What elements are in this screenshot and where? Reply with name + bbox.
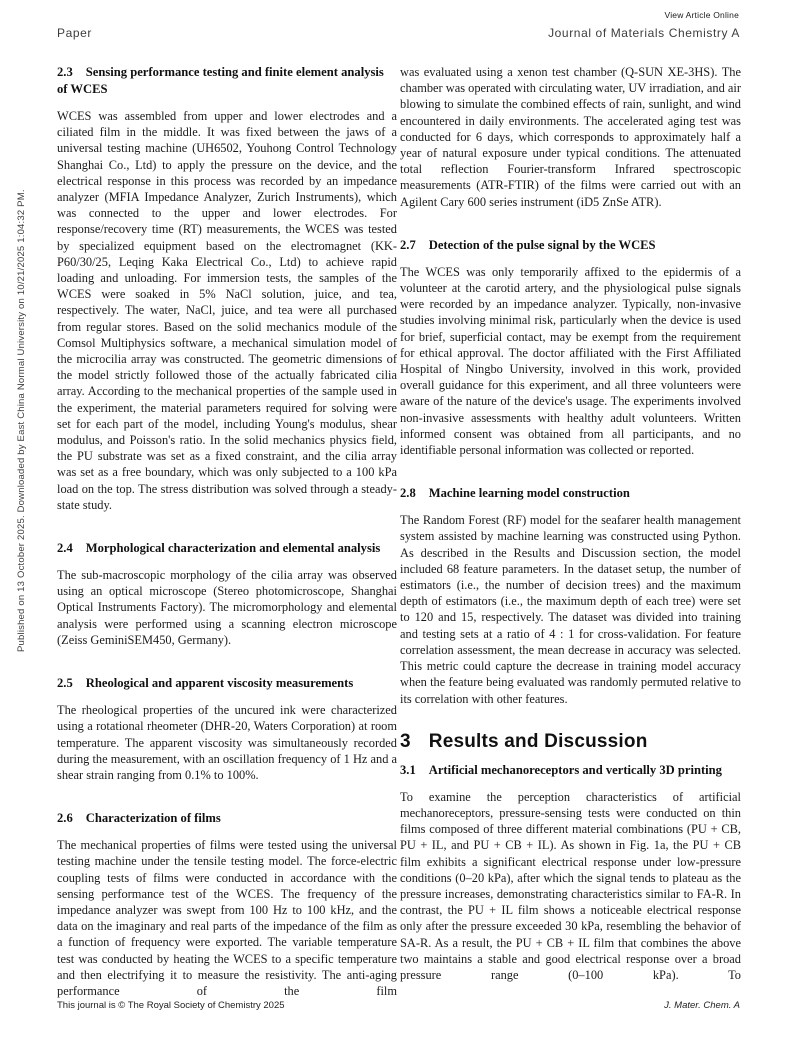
section-title: Detection of the pulse signal by the WCES [428,237,656,252]
section-heading-3 [400,729,741,754]
section-number: 2.3 [57,65,73,79]
section-number: 2.4 [57,541,73,556]
paragraph-section-3-1: To examine the perception characteristics of artificial mechanoreceptors, pressure-sensing tests were conducted on thin films composed of three different material combinations (PU + CB, PU + IL, and PU + CB + IL). As shown in Fig. 1a, the PU + CB film exhibits a significant electrical response under low-pressure conditions (0–20 kPa), after which the signal tends to plateau as the pressure increases, demonstrating characteristics similar to FA-R. In contrast, the PU + IL film shows a noticeable electrical response only after the pressure exceeded 30 kPa, resembling the behavior of SA-R. As a result, the PU + CB + IL film that combines the above two maintains a stable and good electrical response over a broad pressure range (0–100 kPa). To [400,789,741,982]
view-article-online-link[interactable]: View Article Online [664,10,739,20]
publication-download-info: Published on 13 October 2025. Downloaded by East China Normal University on 10/21/2025 1:04:32 PM. [16,189,27,652]
section-heading-3-1 [400,762,741,779]
running-head-journal-title: Journal of Materials Chemistry A [548,26,740,40]
paragraph-section-2-4: The sub-macroscopic morphology of the cilia array was observed using an optical microscope (Stereo photomicroscope, Shanghai Optical Instruments Factory). The micromorphology and elemental analysis were performed using a scanning electron microscope (Zeiss GeminiSEM450, Germany). [57,568,397,647]
section-number: 3 [400,730,411,752]
running-head-article-type: Paper [57,26,93,40]
left-column [57,64,397,999]
section-title: Morphological characterization and elemental analysis [85,541,381,556]
paragraph-section-2-7: The WCES was only temporarily affixed to the epidermis of a volunteer at the carotid artery, and the physiological pulse signals were recorded by an impedance analyzer. Typically, non-invasive studies involving minimal risk, particularly when the device is used for brief, superficial contact, may be exempt from the requirement for ethical approval. The doctor affiliated with the First Affiliated Hospital of Ningbo University, involved in this work, provided overall guidance for this experiment, and all three volunteers were aware of the nature of the device's usage. The experiments involved non-invasive assessments with healthy adult volunteers. Written informed consent was obtained from all participants, and no identifiable personal information was collected or reported. [400,264,741,458]
section-heading-2-8 [400,485,741,502]
right-column [400,64,741,983]
paragraph-section-2-6: The mechanical properties of films were tested using the universal testing machine under the tensile testing model. The force-electric coupling tests of films were conducted in accordance with the sensing performance test of the WCES. The frequency of the impedance analyzer was swept from 100 Hz to 100 kHz, and the data on the imaginary and real parts of the impedance of the film as a function of frequency were exported. The variable temperature test was conducted by heating the WCES to a specific temperature and then electrifying it to measure the resistivity. The anti-aging performance of the film [57,838,397,998]
paragraph-section-2-6-continued: was evaluated using a xenon test chamber (Q-SUN XE-3HS). The chamber was operated with circulating water, UV irradiation, and air blowing to simulate the combined effects of rain, sunlight, and wind encountered in daily environments. The accelerated aging test was conducted for 6 days, which corresponds to approximately half a year of natural exposure under typical conditions. The attenuated total reflection Fourier-transform Infrared spectroscopic measurements (ATR-FTIR) of the films were carried out with an Agilent Cary 600 series instrument (iD5 ZnSe ATR). [400,65,741,209]
running-head [57,26,740,40]
section-number: 2.6 [57,811,73,826]
section-heading-2-7 [400,237,741,254]
section-title: Characterization of films [85,811,221,826]
section-title: Results and Discussion [428,730,648,752]
copyright-notice: This journal is © The Royal Society of Chemistry 2025 [57,1000,285,1011]
paragraph-section-2-5: The rheological properties of the uncured ink were characterized using a rotational rheometer (DHR-20, Waters Corporation) at room temperature. The apparent viscosity was simultaneously recorded during the measurement, with an oscillation frequency of 1 Hz and a shear strain ranging from 0.1% to 100%. [57,703,397,782]
section-heading-2-5 [57,675,397,692]
page-footer [57,1000,740,1011]
section-number: 3.1 [400,762,416,777]
section-title: Artificial mechanoreceptors and vertically 3D printing [428,762,722,777]
section-number: 2.8 [400,486,416,501]
section-title: Rheological and apparent viscosity measurements [85,676,354,691]
paragraph-section-2-3: WCES was assembled from upper and lower electrodes and a ciliated film in the middle. It was fixed between the jaws of a universal testing machine (UH6502, Youhong Control Technology Shanghai Co., Ltd) to apply the pressure on the device, and the electrical response in this process was recorded by an impedance analyzer (MFIA Impedance Analyzer, Zurich Instruments), which was connected to the upper and lower electrodes. For response/recovery time (RT) measurements, the WCES was tested by specialized equipment based on the electromagnet (KK-P60/30/25, Leqing Kaka Electrical Co., Ltd) to achieve rapid loading and unloading. For immersion tests, the samples of the WCES were soaked in 5% NaCl solution, juice, and tea, respectively. The water, NaCl, juice, and tea were all purchased from regular stores. Based on the solid mechanics module of the Comsol Multiphysics software, a mechanical simulation model of the microcilia array was constructed. The geometric dimensions of the model strictly followed those of the actually fabricated cilia array. According to the mechanical properties of the sample used in the experiment, the material parameters required for solving were set for each part of the model, including Young's modulus, shear modulus, and Poisson's ratio. In the solid mechanics physics field, the PU substrate was set as a fixed constraint, and the cilia array was set as a free boundary, which was only subjected to a 100 kPa load on the top. The stress distribution was solved through a steady-state study. [57,109,397,512]
section-title: Machine learning model construction [428,486,630,501]
section-heading-2-4 [57,540,397,557]
paragraph-section-2-8: The Random Forest (RF) model for the seafarer health management system assisted by machine learning was constructed using Python. As described in the Results and Discussion section, the model included 68 feature parameters. In the dataset setup, the number of estimators (i.e., the number of decision trees) and the maximum depth of estimators (i.e., the maximum depth of each tree) were set to 120 and 15, respectively. The dataset was divided into training and testing sets at a ratio of 4 : 1 for cross-validation. For feature correlation assessment, the mean decrease in accuracy was selected. This metric could capture the decrease in training model accuracy when the feature being evaluated was randomly permuted relative to its correlation with other features. [400,513,741,706]
section-heading-2-3 [57,64,397,98]
journal-abbreviation: J. Mater. Chem. A [664,1000,740,1011]
section-title: Sensing performance testing and finite element analysis of WCES [57,65,384,96]
section-heading-2-6 [57,810,397,827]
section-number: 2.7 [400,237,416,252]
section-number: 2.5 [57,676,73,691]
